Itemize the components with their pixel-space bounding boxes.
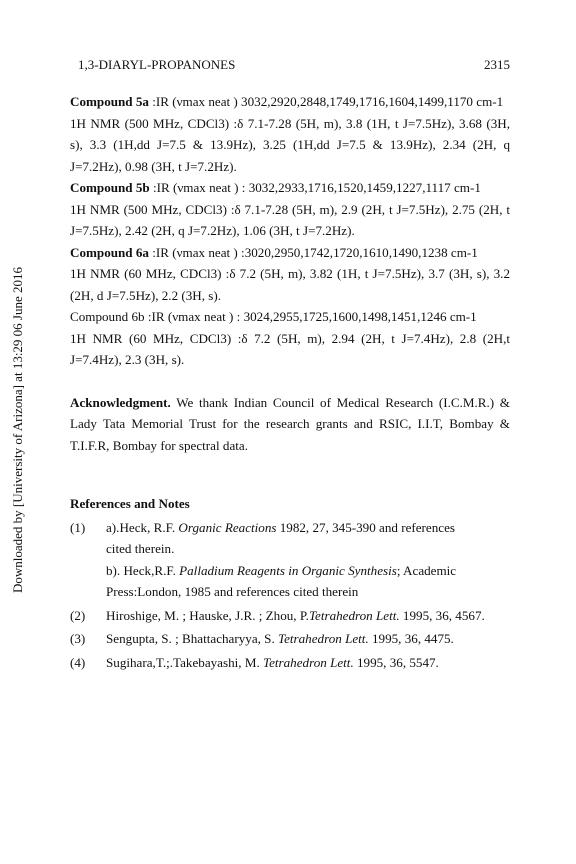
download-watermark: Downloaded by [University of Arizona] at 13:29 06 June 2016 <box>10 266 25 594</box>
page-number: 2315 <box>484 57 510 72</box>
reference-3 <box>70 628 510 650</box>
reference-number: (1) <box>70 519 86 535</box>
compound-6b-ir <box>70 306 510 328</box>
reference-1b: b). Heck,R.F. Palladium Reagents in Organic Synthesis; Academic <box>106 562 457 578</box>
reference-1b-continued: Press:London, 1985 and references cited therein <box>106 584 359 599</box>
compound-5a-ir-text: :IR (νmax neat ) 3032,2920,2848,1749,1716,1604,1499,1170 cm-1 <box>152 94 504 109</box>
reference-number: (2) <box>70 607 86 623</box>
reference-1a <box>70 517 510 539</box>
references-heading: References and Notes <box>70 496 190 511</box>
reference-text: a).Heck, R.F. Organic Reactions 1982, 27, 345-390 and references <box>106 519 455 535</box>
reference-1a-continued: cited therein. <box>106 541 175 556</box>
acknowledgment-text: We thank Indian Council of Medical Research (I.C.M.R.) & Lady Tata Memorial Trust for the research grants and RSIC, I.I.T, Bombay & T.I.F.R, Bombay for spectral data. <box>70 394 510 453</box>
article-body <box>70 91 510 673</box>
compound-5a-name: Compound 5a <box>70 94 149 109</box>
reference-text: Sengupta, S. ; Bhattacharyya, S. Tetrahedron Lett. 1995, 36, 4475. <box>106 631 454 646</box>
reference-number: (3) <box>70 631 86 646</box>
compound-5a-ir <box>70 91 510 113</box>
compound-6b-ir-text: :IR (νmax neat ) : 3024,2955,1725,1600,1498,1451,1246 cm-1 <box>147 309 477 324</box>
compound-5b-nmr: 1H NMR (500 MHz, CDCl3) :δ 7.1-7.28 (5H, m), 2.9 (2H, t J=7.5Hz), 2.75 (2H, t J=7.5Hz), 2.42 (2H, q J=7.2Hz), 1.06 (3H, t J=7.2Hz). <box>70 201 510 238</box>
compound-6a-nmr: 1H NMR (60 MHz, CDCl3) :δ 7.2 (5H, m), 3.82 (1H, t J=7.5Hz), 3.7 (3H, s), 3.2 (2H, d J=7.5Hz), 2.2 (3H, s). <box>70 266 510 303</box>
reference-text: Hiroshige, M. ; Hauske, J.R. ; Zhou, P.Tetrahedron Lett. 1995, 36, 4567. <box>106 607 485 623</box>
acknowledgment <box>70 392 510 457</box>
compound-6a-name: Compound 6a <box>70 244 149 260</box>
compound-5b-ir-text: :IR (νmax neat ) : 3032,2933,1716,1520,1459,1227,1117 cm-1 <box>152 180 481 195</box>
acknowledgment-heading: Acknowledgment. <box>70 394 171 410</box>
compound-5b-name: Compound 5b <box>70 180 150 195</box>
compound-5b-ir <box>70 177 510 199</box>
compound-6a-ir-text: :IR (νmax neat ) :3020,2950,1742,1720,1610,1490,1238 cm-1 <box>152 244 478 260</box>
reference-4 <box>70 652 510 674</box>
compound-5a-nmr: 1H NMR (500 MHz, CDCl3) :δ 7.1-7.28 (5H, m), 3.8 (1H, t J=7.5Hz), 3.68 (3H, s), 3.3 (1H,dd J=7.5 & 13.9Hz), 3.25 (1H,dd J=7.5 & 13.9Hz), 2.34 (2H, q J=7.2Hz), 0.98 (3H, t J=7.2Hz). <box>70 115 510 174</box>
compound-6b-name: Compound 6b <box>70 309 145 324</box>
reference-number: (4) <box>70 654 86 670</box>
compound-6b-nmr: 1H NMR (60 MHz, CDCl3) :δ 7.2 (5H, m), 2.94 (2H, t J=7.4Hz), 2.8 (2H,t J=7.4Hz), 2.3 (3H, s). <box>70 330 510 367</box>
compound-6a-ir <box>70 242 510 264</box>
reference-2 <box>70 605 510 627</box>
running-head: 1,3-DIARYL-PROPANONES <box>78 57 236 72</box>
reference-text: Sugihara,T.;.Takebayashi, M. Tetrahedron Lett. 1995, 36, 5547. <box>106 654 439 670</box>
